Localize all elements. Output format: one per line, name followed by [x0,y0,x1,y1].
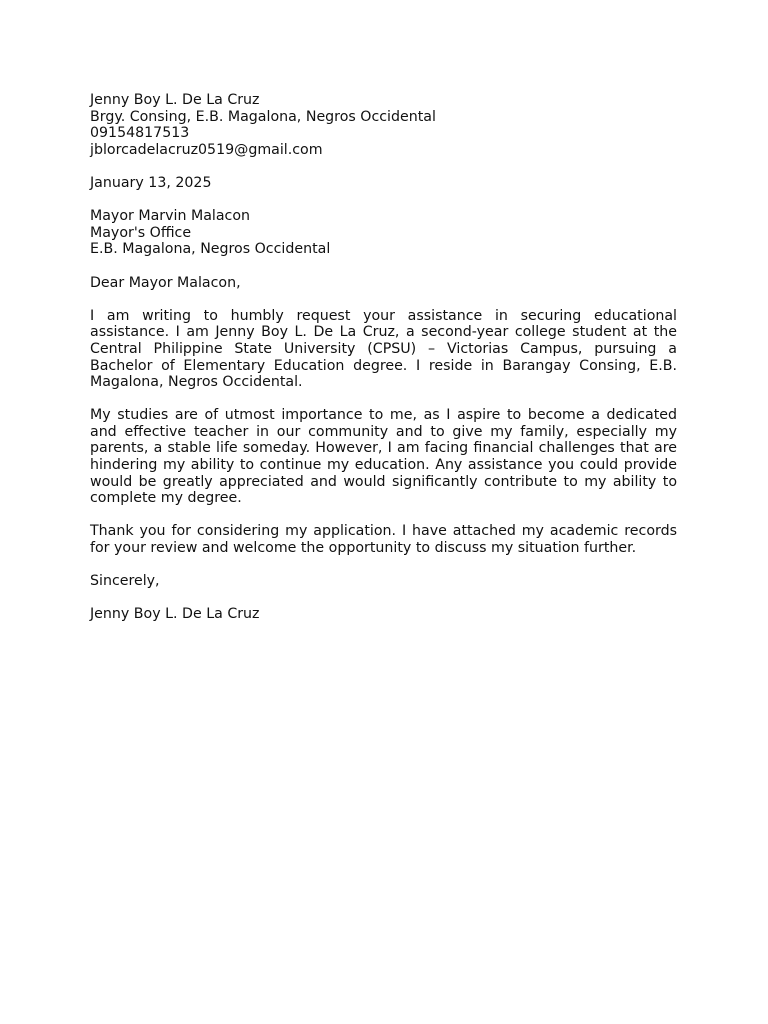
letter [90,92,677,623]
body-paragraph-1: I am writing to humbly request your assistance in securing educational assistance. I am Jenny Boy L. De La Cruz, a second-year college student at the Central Philippine State University (CPSU) – Victorias Campus, pursuing a Bachelor of Elementary Education degree. I reside in Barangay Consing, E.B. Magalona, Negros Occidental. [90,307,677,391]
letter-date: January 13, 2025 [90,174,212,191]
body-paragraph-2: My studies are of utmost importance to me, as I aspire to become a dedicated and effective teacher in our community and to give my family, especially my parents, a stable life someday. However, I am facing financial challenges that are hindering my ability to continue my education. Any assistance you could provide would be greatly appreciated and would significantly contribute to my ability to complete my degree. [90,407,677,507]
recipient-location: E.B. Magalona, Negros Occidental [90,241,331,258]
sender-name: Jenny Boy L. De La Cruz [90,92,260,108]
recipient-name: Mayor Marvin Malacon [90,208,251,225]
recipient-office: Mayor's Office [90,224,192,241]
closing: Sincerely, [90,573,160,590]
sender-block [90,92,677,158]
sender-address: Brgy. Consing, E.B. Magalona, Negros Occidental [90,108,436,125]
sender-email: jblorcadelacruz0519@gmail.com [90,141,323,158]
salutation: Dear Mayor Malacon, [90,274,241,291]
recipient-block [90,208,677,258]
body-paragraph-3: Thank you for considering my application. I have attached my academic records for your review and welcome the opportunity to discuss my situation further. [90,523,677,557]
signature-name: Jenny Boy L. De La Cruz [90,606,260,623]
sender-phone: 09154817513 [90,125,190,142]
